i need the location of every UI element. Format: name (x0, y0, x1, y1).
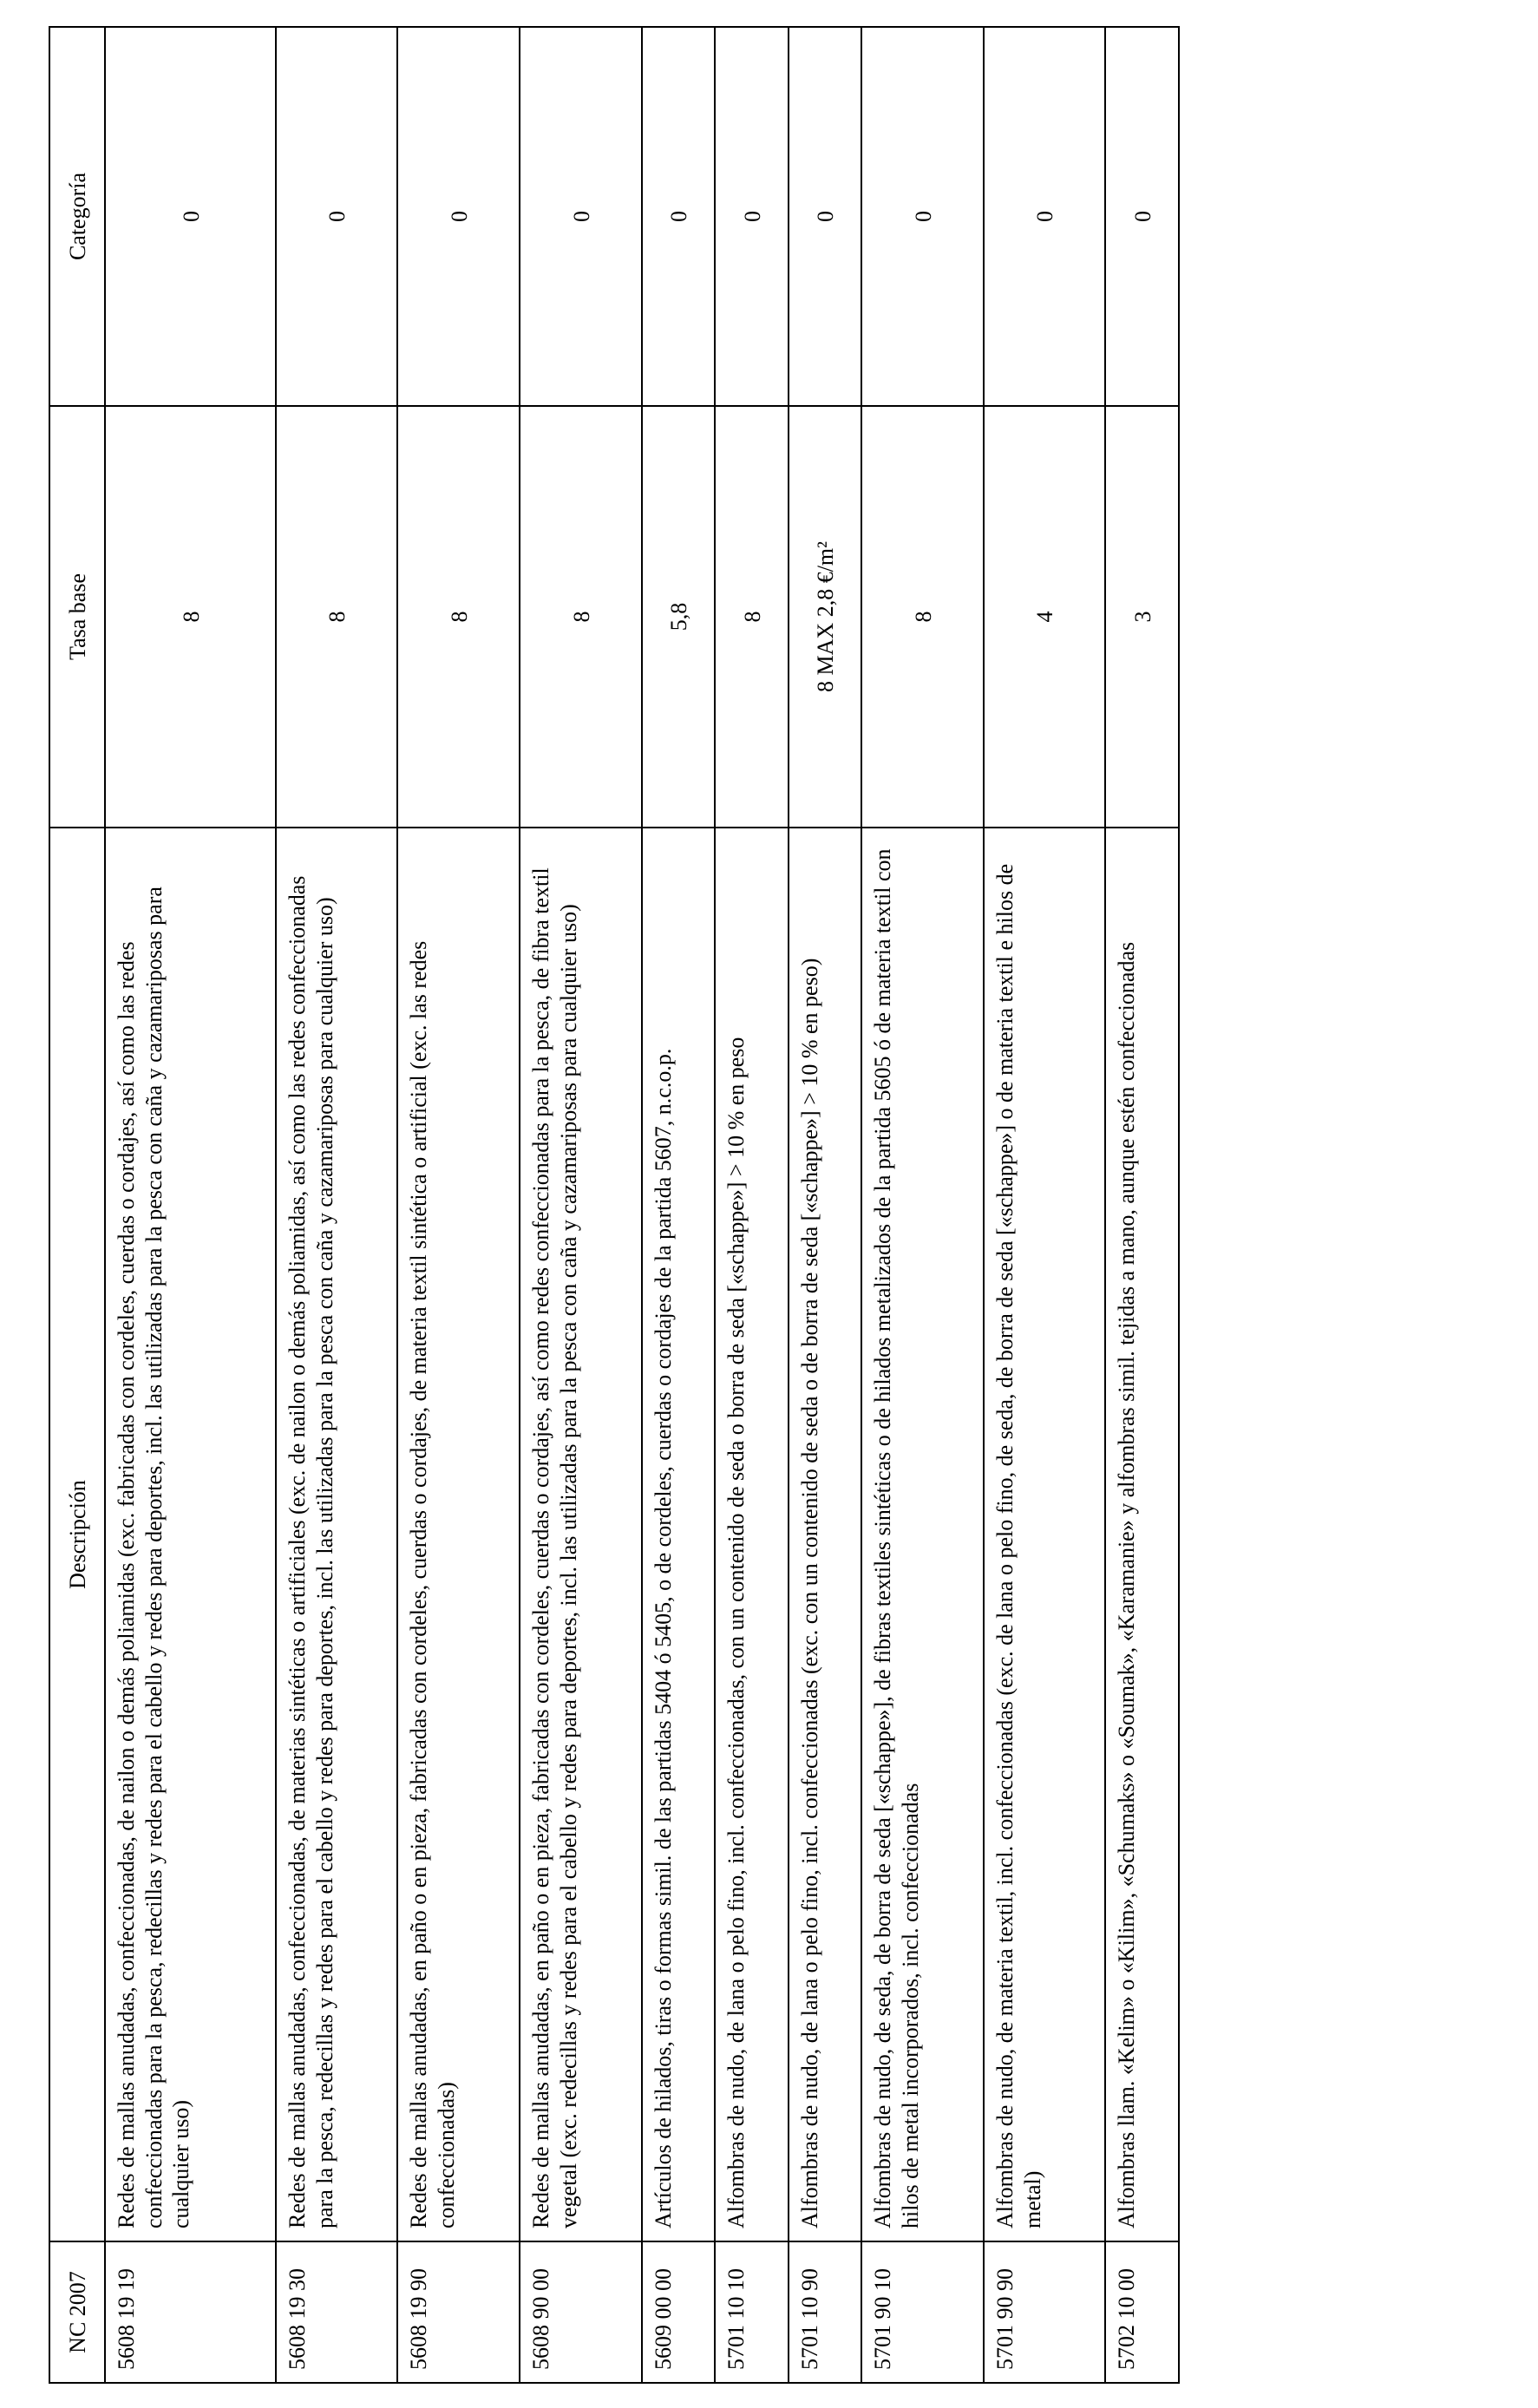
cell-rate: 4 (984, 406, 1106, 828)
cell-description: Alfombras de nudo, de lana o pelo fino, incl. confeccionadas (exc. con un contenido de seda o de borra de seda [«schappe»] > 10 % en peso) (789, 828, 861, 2241)
cell-rate: 8 (276, 406, 398, 828)
cell-description: Alfombras de nudo, de materia textil, incl. confeccionadas (exc. de lana o pelo fino, de seda, de borra de seda [«schappe»] o de materia textil e hilos de metal) (984, 828, 1106, 2241)
cell-category: 0 (789, 27, 861, 406)
cell-rate: 3 (1105, 406, 1179, 828)
header-descripcion: Descripción (49, 828, 105, 2241)
tariff-table (49, 26, 1180, 2384)
cell-code: 5701 10 10 (715, 2241, 788, 2383)
cell-category: 0 (715, 27, 788, 406)
table-row (1105, 27, 1179, 2383)
rotated-tariff-table (49, 28, 1180, 2384)
cell-code: 5701 90 10 (861, 2241, 984, 2383)
cell-description: Alfombras de nudo, de lana o pelo fino, incl. confeccionadas, con un contenido de seda o borra de seda [«schappe»] > 10 % en peso (715, 828, 788, 2241)
cell-code: 5608 19 30 (276, 2241, 398, 2383)
cell-description: Alfombras de nudo, de seda, de borra de seda [«schappe»], de fibras textiles sintéticas o de hilados metalizados de la partida 5605 ó de materia textil con hilos de metal incorporados, incl. confeccionadas (861, 828, 984, 2241)
cell-category: 0 (984, 27, 1106, 406)
table-row (642, 27, 715, 2383)
cell-rate: 8 (397, 406, 520, 828)
header-categoria: Categoría (49, 27, 105, 406)
cell-description: Redes de mallas anudadas, confeccionadas, de materias sintéticas o artificiales (exc. de nailon o demás poliamidas, así como las redes confeccionadas para la pesca, redecillas y redes para el cabello y redes para deportes, incl. las utilizadas para la pesca con caña y cazamariposas para cualquier uso) (276, 828, 398, 2241)
cell-rate: 5,8 (642, 406, 715, 828)
cell-category: 0 (1105, 27, 1179, 406)
table-row (861, 27, 984, 2383)
cell-description: Redes de mallas anudadas, confeccionadas, de nailon o demás poliamidas (exc. fabricadas con cordeles, cuerdas o cordajes, así como las redes confeccionadas para la pesca, redecillas y redes para el cabello y redes para deportes, incl. las utilizadas para la pesca con caña y cazamariposas para cualquier uso) (105, 828, 276, 2241)
table-row (789, 27, 861, 2383)
cell-code: 5608 19 19 (105, 2241, 276, 2383)
table-row (105, 27, 276, 2383)
cell-code: 5701 10 90 (789, 2241, 861, 2383)
cell-description: Artículos de hilados, tiras o formas simil. de las partidas 5404 ó 5405, o de cordeles, cuerdas o cordajes de la partida 5607, n.c.o.p. (642, 828, 715, 2241)
cell-rate: 8 (715, 406, 788, 828)
cell-description: Redes de mallas anudadas, en paño o en pieza, fabricadas con cordeles, cuerdas o cordajes, de materia textil sintética o artificial (exc. las redes confeccionadas) (397, 828, 520, 2241)
cell-category: 0 (861, 27, 984, 406)
cell-code: 5608 19 90 (397, 2241, 520, 2383)
table-row (276, 27, 398, 2383)
table-row (520, 27, 642, 2383)
cell-code: 5609 00 00 (642, 2241, 715, 2383)
cell-category: 0 (397, 27, 520, 406)
cell-rate: 8 (105, 406, 276, 828)
cell-code: 5701 90 90 (984, 2241, 1106, 2383)
table-row (984, 27, 1106, 2383)
cell-description: Alfombras llam. «Kelim» o «Kilim», «Schumaks» o «Soumak», «Karamanie» y alfombras simil. tejidas a mano, aunque estén confeccionadas (1105, 828, 1179, 2241)
table-row (715, 27, 788, 2383)
header-tasa-base: Tasa base (49, 406, 105, 828)
cell-category: 0 (520, 27, 642, 406)
cell-category: 0 (642, 27, 715, 406)
table-header (49, 27, 105, 2383)
header-nc-2007: NC 2007 (49, 2241, 105, 2383)
cell-rate: 8 (861, 406, 984, 828)
cell-category: 0 (276, 27, 398, 406)
cell-code: 5608 90 00 (520, 2241, 642, 2383)
table-body (105, 27, 1179, 2383)
table-row (397, 27, 520, 2383)
header-row (49, 27, 105, 2383)
cell-description: Redes de mallas anudadas, en paño o en pieza, fabricadas con cordeles, cuerdas o cordajes, así como redes confeccionadas para la pesca, de fibra textil vegetal (exc. redecillas y redes para el cabello y redes para deportes, incl. las utilizadas para la pesca con caña y cazamariposas para cualquier uso) (520, 828, 642, 2241)
cell-rate: 8 (520, 406, 642, 828)
cell-category: 0 (105, 27, 276, 406)
cell-rate: 8 MAX 2,8 €/m² (789, 406, 861, 828)
cell-code: 5702 10 00 (1105, 2241, 1179, 2383)
